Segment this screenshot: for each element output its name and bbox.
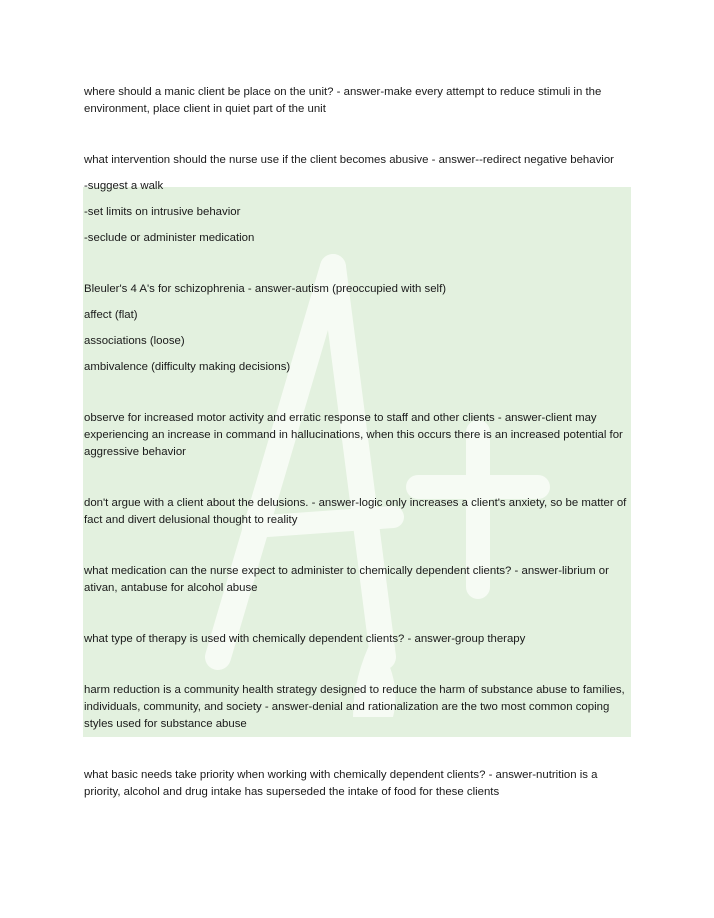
paragraph-spacer [84,169,632,178]
paragraph-spacer [84,247,632,281]
paragraph-spacer [84,195,632,204]
paragraph-spacer [84,221,632,230]
paragraph-spacer [84,350,632,359]
text-paragraph: don't argue with a client about the delusions. - answer-logic only increases a client's anxiety, so be matter of fact and divert delusional thought to reality [84,497,627,526]
paragraph-spacer [84,529,632,563]
paragraph-spacer [84,597,632,631]
text-paragraph: affect (flat) [84,309,138,321]
paragraph-spacer [84,376,632,410]
text-paragraph: what intervention should the nurse use if the client becomes abusive - answer--redirect negative behavior [84,154,614,166]
text-paragraph: ambivalence (difficulty making decisions) [84,361,291,373]
text-paragraph: -seclude or administer medication [84,232,255,244]
text-paragraph: what medication can the nurse expect to administer to chemically dependent clients? - answer-librium or ativan, antabuse for alcohol abuse [84,565,609,594]
text-paragraph: -set limits on intrusive behavior [84,206,241,218]
text-paragraph: where should a manic client be place on the unit? - answer-make every attempt to reduce stimuli in the environment, place client in quiet part of the unit [84,86,602,115]
document-text [84,84,632,801]
text-paragraph: -suggest a walk [84,180,164,192]
paragraph-spacer [84,648,632,682]
text-paragraph: what type of therapy is used with chemically dependent clients? - answer-group therapy [84,633,526,645]
text-paragraph: observe for increased motor activity and erratic response to staff and other clients - answer-client may experiencing an increase in command in hallucinations, when this occurs there is an increased potential for aggressive behavior [84,412,623,458]
paragraph-spacer [84,298,632,307]
text-paragraph: associations (loose) [84,335,185,347]
paragraph-spacer [84,733,632,767]
paragraph-spacer [84,461,632,495]
text-paragraph: Bleuler's 4 A's for schizophrenia - answer-autism (preoccupied with self) [84,283,447,295]
paragraph-spacer [84,324,632,333]
paragraph-spacer [84,118,632,152]
text-paragraph: harm reduction is a community health strategy designed to reduce the harm of substance abuse to families, individuals, community, and society - answer-denial and rationalization are the two most common coping styles used for substance abuse [84,684,625,730]
text-paragraph: what basic needs take priority when working with chemically dependent clients? - answer-nutrition is a priority, alcohol and drug intake has superseded the intake of food for these clients [84,769,598,798]
